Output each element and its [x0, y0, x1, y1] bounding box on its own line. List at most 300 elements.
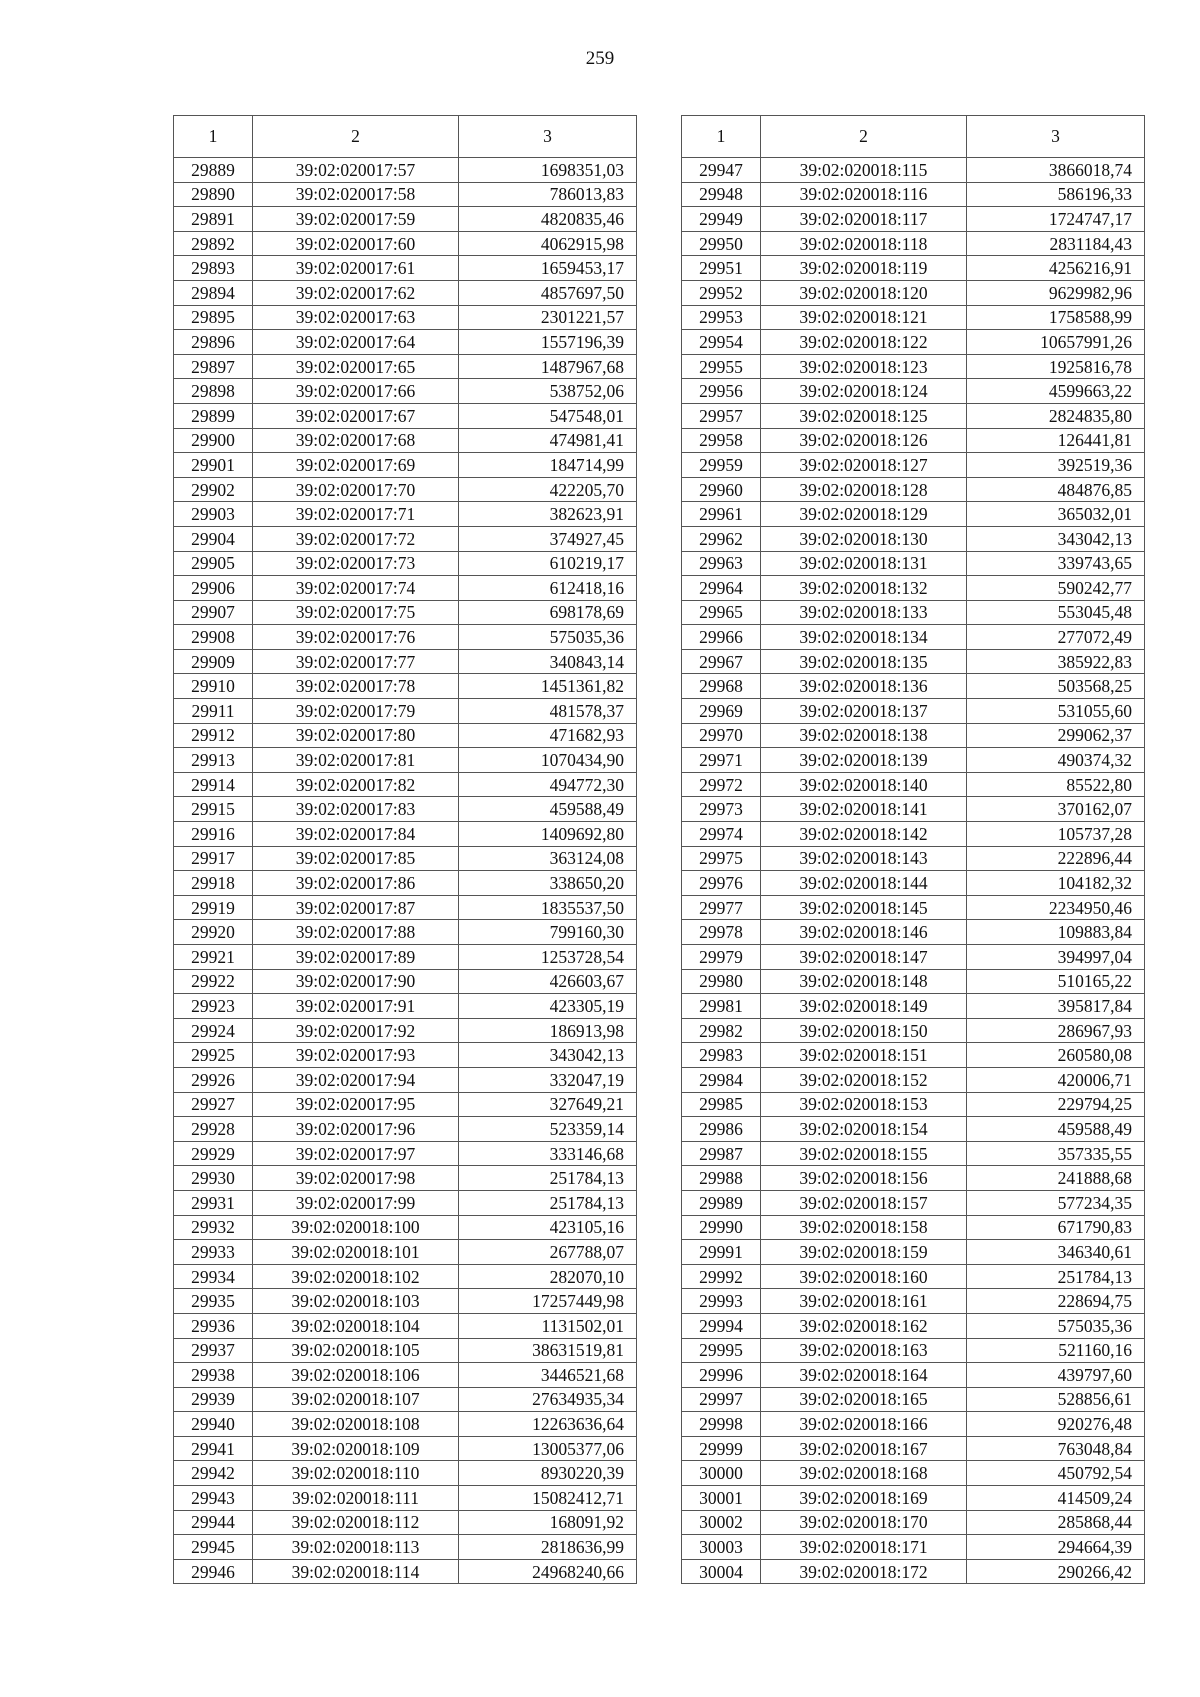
table-row — [174, 1412, 637, 1437]
cadastral-number-cell: 39:02:020017:67 — [253, 403, 459, 428]
table-row — [174, 1067, 637, 1092]
row-number-cell: 29913 — [174, 748, 253, 773]
table-row — [682, 305, 1145, 330]
cadastral-number-cell: 39:02:020018:146 — [761, 920, 967, 945]
row-number-cell: 29964 — [682, 576, 761, 601]
row-number-cell: 29915 — [174, 797, 253, 822]
cadastral-number-cell: 39:02:020018:144 — [761, 871, 967, 896]
row-number-cell: 29905 — [174, 551, 253, 576]
table-row — [174, 477, 637, 502]
cadastral-number-cell: 39:02:020018:129 — [761, 502, 967, 527]
row-number-cell: 29907 — [174, 600, 253, 625]
table-row — [682, 1436, 1145, 1461]
table-row — [682, 625, 1145, 650]
row-number-cell: 29983 — [682, 1043, 761, 1068]
table-row — [682, 1092, 1145, 1117]
table-row — [682, 772, 1145, 797]
value-cell: 1659453,17 — [459, 256, 637, 281]
row-number-cell: 29965 — [682, 600, 761, 625]
row-number-cell: 29900 — [174, 428, 253, 453]
row-number-cell: 29919 — [174, 895, 253, 920]
table-row — [174, 280, 637, 305]
cadastral-number-cell: 39:02:020018:115 — [761, 158, 967, 183]
row-number-cell: 29931 — [174, 1190, 253, 1215]
table-row — [174, 502, 637, 527]
row-number-cell: 29921 — [174, 945, 253, 970]
cadastral-number-cell: 39:02:020017:61 — [253, 256, 459, 281]
row-number-cell: 29988 — [682, 1166, 761, 1191]
value-cell: 590242,77 — [967, 576, 1145, 601]
table-row — [174, 1092, 637, 1117]
value-cell: 4599663,22 — [967, 379, 1145, 404]
table-row — [174, 1387, 637, 1412]
table-row — [682, 1338, 1145, 1363]
cadastral-number-cell: 39:02:020018:155 — [761, 1141, 967, 1166]
row-number-cell: 29975 — [682, 846, 761, 871]
row-number-cell: 30000 — [682, 1461, 761, 1486]
value-cell: 553045,48 — [967, 600, 1145, 625]
row-number-cell: 29950 — [682, 231, 761, 256]
table-row — [174, 1363, 637, 1388]
cadastral-number-cell: 39:02:020017:95 — [253, 1092, 459, 1117]
row-number-cell: 29898 — [174, 379, 253, 404]
cadastral-number-cell: 39:02:020017:66 — [253, 379, 459, 404]
row-number-cell: 29936 — [174, 1313, 253, 1338]
row-number-cell: 29995 — [682, 1338, 761, 1363]
cadastral-number-cell: 39:02:020017:90 — [253, 969, 459, 994]
value-cell: 1131502,01 — [459, 1313, 637, 1338]
cadastral-number-cell: 39:02:020017:71 — [253, 502, 459, 527]
cadastral-number-cell: 39:02:020017:81 — [253, 748, 459, 773]
value-cell: 1409692,80 — [459, 822, 637, 847]
value-cell: 394997,04 — [967, 945, 1145, 970]
cadastral-number-cell: 39:02:020017:84 — [253, 822, 459, 847]
value-cell: 340843,14 — [459, 649, 637, 674]
row-number-cell: 29978 — [682, 920, 761, 945]
table-row — [682, 1387, 1145, 1412]
table-row — [682, 280, 1145, 305]
cadastral-number-cell: 39:02:020017:73 — [253, 551, 459, 576]
value-cell: 382623,91 — [459, 502, 637, 527]
cadastral-number-cell: 39:02:020018:136 — [761, 674, 967, 699]
cadastral-number-cell: 39:02:020017:68 — [253, 428, 459, 453]
value-cell: 260580,08 — [967, 1043, 1145, 1068]
value-cell: 503568,25 — [967, 674, 1145, 699]
value-cell: 104182,32 — [967, 871, 1145, 896]
table-row — [682, 231, 1145, 256]
cadastral-number-cell: 39:02:020018:110 — [253, 1461, 459, 1486]
value-cell: 1698351,03 — [459, 158, 637, 183]
value-cell: 222896,44 — [967, 846, 1145, 871]
table-row — [682, 945, 1145, 970]
row-number-cell: 29949 — [682, 207, 761, 232]
table-row — [682, 158, 1145, 183]
value-cell: 490374,32 — [967, 748, 1145, 773]
cadastral-number-cell: 39:02:020018:171 — [761, 1535, 967, 1560]
table-row — [682, 526, 1145, 551]
row-number-cell: 29920 — [174, 920, 253, 945]
row-number-cell: 29889 — [174, 158, 253, 183]
value-cell: 586196,33 — [967, 182, 1145, 207]
row-number-cell: 30004 — [682, 1559, 761, 1584]
cadastral-number-cell: 39:02:020018:128 — [761, 477, 967, 502]
value-cell: 423105,16 — [459, 1215, 637, 1240]
row-number-cell: 29909 — [174, 649, 253, 674]
table-row — [174, 1117, 637, 1142]
table-row — [682, 895, 1145, 920]
row-number-cell: 29895 — [174, 305, 253, 330]
row-number-cell: 29958 — [682, 428, 761, 453]
table-row — [174, 379, 637, 404]
row-number-cell: 29962 — [682, 526, 761, 551]
value-cell: 4256216,91 — [967, 256, 1145, 281]
value-cell: 474981,41 — [459, 428, 637, 453]
value-cell: 920276,48 — [967, 1412, 1145, 1437]
cadastral-number-cell: 39:02:020018:138 — [761, 723, 967, 748]
table-row — [682, 969, 1145, 994]
row-number-cell: 29904 — [174, 526, 253, 551]
cadastral-number-cell: 39:02:020017:70 — [253, 477, 459, 502]
cadastral-number-cell: 39:02:020017:69 — [253, 453, 459, 478]
row-number-cell: 29941 — [174, 1436, 253, 1461]
value-cell: 8930220,39 — [459, 1461, 637, 1486]
cadastral-number-cell: 39:02:020017:82 — [253, 772, 459, 797]
table-row — [174, 822, 637, 847]
value-cell: 327649,21 — [459, 1092, 637, 1117]
value-cell: 494772,30 — [459, 772, 637, 797]
row-number-cell: 29893 — [174, 256, 253, 281]
column-header-1: 1 — [682, 116, 761, 158]
table-row — [682, 699, 1145, 724]
cadastral-number-cell: 39:02:020017:57 — [253, 158, 459, 183]
value-cell: 13005377,06 — [459, 1436, 637, 1461]
value-cell: 85522,80 — [967, 772, 1145, 797]
cadastral-number-cell: 39:02:020018:114 — [253, 1559, 459, 1584]
table-row — [682, 600, 1145, 625]
value-cell: 450792,54 — [967, 1461, 1145, 1486]
table-row — [682, 1486, 1145, 1511]
value-cell: 241888,68 — [967, 1166, 1145, 1191]
table-row — [174, 1461, 637, 1486]
cadastral-number-cell: 39:02:020017:80 — [253, 723, 459, 748]
table-row — [682, 1117, 1145, 1142]
row-number-cell: 29994 — [682, 1313, 761, 1338]
cadastral-number-cell: 39:02:020018:160 — [761, 1264, 967, 1289]
value-cell: 294664,39 — [967, 1535, 1145, 1560]
table-row — [682, 502, 1145, 527]
cadastral-number-cell: 39:02:020018:154 — [761, 1117, 967, 1142]
value-cell: 763048,84 — [967, 1436, 1145, 1461]
row-number-cell: 29960 — [682, 477, 761, 502]
row-number-cell: 29972 — [682, 772, 761, 797]
value-cell: 481578,37 — [459, 699, 637, 724]
cadastral-number-cell: 39:02:020018:157 — [761, 1190, 967, 1215]
row-number-cell: 29891 — [174, 207, 253, 232]
row-number-cell: 29935 — [174, 1289, 253, 1314]
table-row — [174, 1559, 637, 1584]
row-number-cell: 29899 — [174, 403, 253, 428]
row-number-cell: 29963 — [682, 551, 761, 576]
table-row — [682, 428, 1145, 453]
cadastral-number-cell: 39:02:020018:113 — [253, 1535, 459, 1560]
column-header-3: 3 — [967, 116, 1145, 158]
cadastral-number-cell: 39:02:020018:133 — [761, 600, 967, 625]
table-row — [682, 1141, 1145, 1166]
cadastral-number-cell: 39:02:020017:75 — [253, 600, 459, 625]
table-row — [682, 994, 1145, 1019]
value-cell: 109883,84 — [967, 920, 1145, 945]
value-cell: 339743,65 — [967, 551, 1145, 576]
table-row — [174, 625, 637, 650]
row-number-cell: 29911 — [174, 699, 253, 724]
row-number-cell: 29927 — [174, 1092, 253, 1117]
row-number-cell: 29944 — [174, 1510, 253, 1535]
cadastral-number-cell: 39:02:020018:167 — [761, 1436, 967, 1461]
row-number-cell: 29979 — [682, 945, 761, 970]
table-row — [174, 1338, 637, 1363]
value-cell: 3446521,68 — [459, 1363, 637, 1388]
cadastral-number-cell: 39:02:020018:153 — [761, 1092, 967, 1117]
value-cell: 698178,69 — [459, 600, 637, 625]
value-cell: 612418,16 — [459, 576, 637, 601]
cadastral-number-cell: 39:02:020018:142 — [761, 822, 967, 847]
value-cell: 251784,13 — [967, 1264, 1145, 1289]
cadastral-number-cell: 39:02:020018:139 — [761, 748, 967, 773]
cadastral-number-cell: 39:02:020017:86 — [253, 871, 459, 896]
row-number-cell: 29953 — [682, 305, 761, 330]
value-cell: 1451361,82 — [459, 674, 637, 699]
table-row — [174, 428, 637, 453]
cadastral-number-cell: 39:02:020017:63 — [253, 305, 459, 330]
table-row — [682, 1067, 1145, 1092]
value-cell: 575035,36 — [459, 625, 637, 650]
value-cell: 282070,10 — [459, 1264, 637, 1289]
table-row — [174, 871, 637, 896]
row-number-cell: 29980 — [682, 969, 761, 994]
cadastral-number-cell: 39:02:020018:101 — [253, 1240, 459, 1265]
row-number-cell: 29912 — [174, 723, 253, 748]
cadastral-number-cell: 39:02:020018:169 — [761, 1486, 967, 1511]
table-row — [174, 1190, 637, 1215]
table-row — [174, 256, 637, 281]
row-number-cell: 29977 — [682, 895, 761, 920]
table-row — [174, 1141, 637, 1166]
value-cell: 2831184,43 — [967, 231, 1145, 256]
table-row — [682, 1535, 1145, 1560]
cadastral-number-cell: 39:02:020018:145 — [761, 895, 967, 920]
value-cell: 1070434,90 — [459, 748, 637, 773]
table-row — [174, 772, 637, 797]
table-row — [682, 723, 1145, 748]
cadastral-number-cell: 39:02:020018:117 — [761, 207, 967, 232]
table-row — [174, 551, 637, 576]
value-cell: 9629982,96 — [967, 280, 1145, 305]
value-cell: 385922,83 — [967, 649, 1145, 674]
row-number-cell: 29961 — [682, 502, 761, 527]
value-cell: 395817,84 — [967, 994, 1145, 1019]
row-number-cell: 29967 — [682, 649, 761, 674]
value-cell: 577234,35 — [967, 1190, 1145, 1215]
row-number-cell: 29928 — [174, 1117, 253, 1142]
cadastral-number-cell: 39:02:020018:150 — [761, 1018, 967, 1043]
row-number-cell: 29985 — [682, 1092, 761, 1117]
value-cell: 4857697,50 — [459, 280, 637, 305]
table-row — [174, 231, 637, 256]
value-cell: 423305,19 — [459, 994, 637, 1019]
cadastral-number-cell: 39:02:020018:165 — [761, 1387, 967, 1412]
cadastral-number-cell: 39:02:020018:104 — [253, 1313, 459, 1338]
table-row — [682, 1412, 1145, 1437]
cadastral-number-cell: 39:02:020018:100 — [253, 1215, 459, 1240]
value-cell: 24968240,66 — [459, 1559, 637, 1584]
table-row — [174, 1043, 637, 1068]
cadastral-number-cell: 39:02:020018:162 — [761, 1313, 967, 1338]
row-number-cell: 29989 — [682, 1190, 761, 1215]
row-number-cell: 29976 — [682, 871, 761, 896]
value-cell: 510165,22 — [967, 969, 1145, 994]
row-number-cell: 29932 — [174, 1215, 253, 1240]
cadastral-number-cell: 39:02:020017:93 — [253, 1043, 459, 1068]
value-cell: 3866018,74 — [967, 158, 1145, 183]
left-table — [173, 115, 637, 1584]
value-cell: 2824835,80 — [967, 403, 1145, 428]
row-number-cell: 29945 — [174, 1535, 253, 1560]
value-cell: 2818636,99 — [459, 1535, 637, 1560]
value-cell: 343042,13 — [459, 1043, 637, 1068]
cadastral-number-cell: 39:02:020018:140 — [761, 772, 967, 797]
cadastral-number-cell: 39:02:020018:159 — [761, 1240, 967, 1265]
row-number-cell: 29943 — [174, 1486, 253, 1511]
value-cell: 10657991,26 — [967, 330, 1145, 355]
value-cell: 251784,13 — [459, 1166, 637, 1191]
header-row — [174, 116, 637, 158]
row-number-cell: 29966 — [682, 625, 761, 650]
value-cell: 286967,93 — [967, 1018, 1145, 1043]
cadastral-number-cell: 39:02:020018:125 — [761, 403, 967, 428]
table-row — [174, 1166, 637, 1191]
cadastral-number-cell: 39:02:020018:130 — [761, 526, 967, 551]
row-number-cell: 29922 — [174, 969, 253, 994]
table-row — [682, 453, 1145, 478]
row-number-cell: 29890 — [174, 182, 253, 207]
cadastral-number-cell: 39:02:020018:102 — [253, 1264, 459, 1289]
row-number-cell: 29942 — [174, 1461, 253, 1486]
row-number-cell: 29923 — [174, 994, 253, 1019]
table-row — [174, 699, 637, 724]
cadastral-number-cell: 39:02:020018:158 — [761, 1215, 967, 1240]
row-number-cell: 29981 — [682, 994, 761, 1019]
row-number-cell: 29908 — [174, 625, 253, 650]
value-cell: 484876,85 — [967, 477, 1145, 502]
column-header-2: 2 — [253, 116, 459, 158]
cadastral-number-cell: 39:02:020018:172 — [761, 1559, 967, 1584]
table-row — [174, 1264, 637, 1289]
table-row — [682, 576, 1145, 601]
table-row — [682, 1018, 1145, 1043]
value-cell: 426603,67 — [459, 969, 637, 994]
cadastral-number-cell: 39:02:020018:124 — [761, 379, 967, 404]
value-cell: 267788,07 — [459, 1240, 637, 1265]
cadastral-number-cell: 39:02:020018:148 — [761, 969, 967, 994]
value-cell: 422205,70 — [459, 477, 637, 502]
table-row — [682, 797, 1145, 822]
value-cell: 1724747,17 — [967, 207, 1145, 232]
value-cell: 126441,81 — [967, 428, 1145, 453]
row-number-cell: 29940 — [174, 1412, 253, 1437]
row-number-cell: 29924 — [174, 1018, 253, 1043]
table-row — [682, 477, 1145, 502]
row-number-cell: 29918 — [174, 871, 253, 896]
cadastral-number-cell: 39:02:020017:99 — [253, 1190, 459, 1215]
table-row — [174, 1486, 637, 1511]
value-cell: 15082412,71 — [459, 1486, 637, 1511]
row-number-cell: 29914 — [174, 772, 253, 797]
cadastral-number-cell: 39:02:020018:112 — [253, 1510, 459, 1535]
row-number-cell: 29910 — [174, 674, 253, 699]
column-header-1: 1 — [174, 116, 253, 158]
value-cell: 168091,92 — [459, 1510, 637, 1535]
table-row — [174, 207, 637, 232]
value-cell: 471682,93 — [459, 723, 637, 748]
table-row — [174, 920, 637, 945]
row-number-cell: 29957 — [682, 403, 761, 428]
table-row — [174, 1215, 637, 1240]
row-number-cell: 29986 — [682, 1117, 761, 1142]
row-number-cell: 29930 — [174, 1166, 253, 1191]
value-cell: 27634935,34 — [459, 1387, 637, 1412]
value-cell: 346340,61 — [967, 1240, 1145, 1265]
row-number-cell: 29969 — [682, 699, 761, 724]
table-row — [682, 822, 1145, 847]
cadastral-number-cell: 39:02:020017:64 — [253, 330, 459, 355]
cadastral-number-cell: 39:02:020018:141 — [761, 797, 967, 822]
value-cell: 521160,16 — [967, 1338, 1145, 1363]
cadastral-number-cell: 39:02:020018:135 — [761, 649, 967, 674]
value-cell: 12263636,64 — [459, 1412, 637, 1437]
cadastral-number-cell: 39:02:020018:123 — [761, 354, 967, 379]
cadastral-number-cell: 39:02:020017:97 — [253, 1141, 459, 1166]
cadastral-number-cell: 39:02:020017:76 — [253, 625, 459, 650]
cadastral-number-cell: 39:02:020017:94 — [253, 1067, 459, 1092]
value-cell: 38631519,81 — [459, 1338, 637, 1363]
value-cell: 1835537,50 — [459, 895, 637, 920]
cadastral-number-cell: 39:02:020018:108 — [253, 1412, 459, 1437]
row-number-cell: 29916 — [174, 822, 253, 847]
cadastral-number-cell: 39:02:020018:103 — [253, 1289, 459, 1314]
cadastral-number-cell: 39:02:020017:74 — [253, 576, 459, 601]
row-number-cell: 29925 — [174, 1043, 253, 1068]
cadastral-number-cell: 39:02:020018:121 — [761, 305, 967, 330]
table-row — [682, 1043, 1145, 1068]
cadastral-number-cell: 39:02:020017:87 — [253, 895, 459, 920]
table-row — [682, 182, 1145, 207]
value-cell: 1487967,68 — [459, 354, 637, 379]
cadastral-number-cell: 39:02:020018:134 — [761, 625, 967, 650]
table-row — [174, 182, 637, 207]
table-row — [682, 379, 1145, 404]
table-row — [174, 1289, 637, 1314]
row-number-cell: 29984 — [682, 1067, 761, 1092]
cadastral-number-cell: 39:02:020018:118 — [761, 231, 967, 256]
cadastral-number-cell: 39:02:020018:109 — [253, 1436, 459, 1461]
value-cell: 459588,49 — [967, 1117, 1145, 1142]
row-number-cell: 29896 — [174, 330, 253, 355]
row-number-cell: 29938 — [174, 1363, 253, 1388]
table-row — [682, 551, 1145, 576]
table-row — [682, 871, 1145, 896]
cadastral-number-cell: 39:02:020017:98 — [253, 1166, 459, 1191]
row-number-cell: 29954 — [682, 330, 761, 355]
